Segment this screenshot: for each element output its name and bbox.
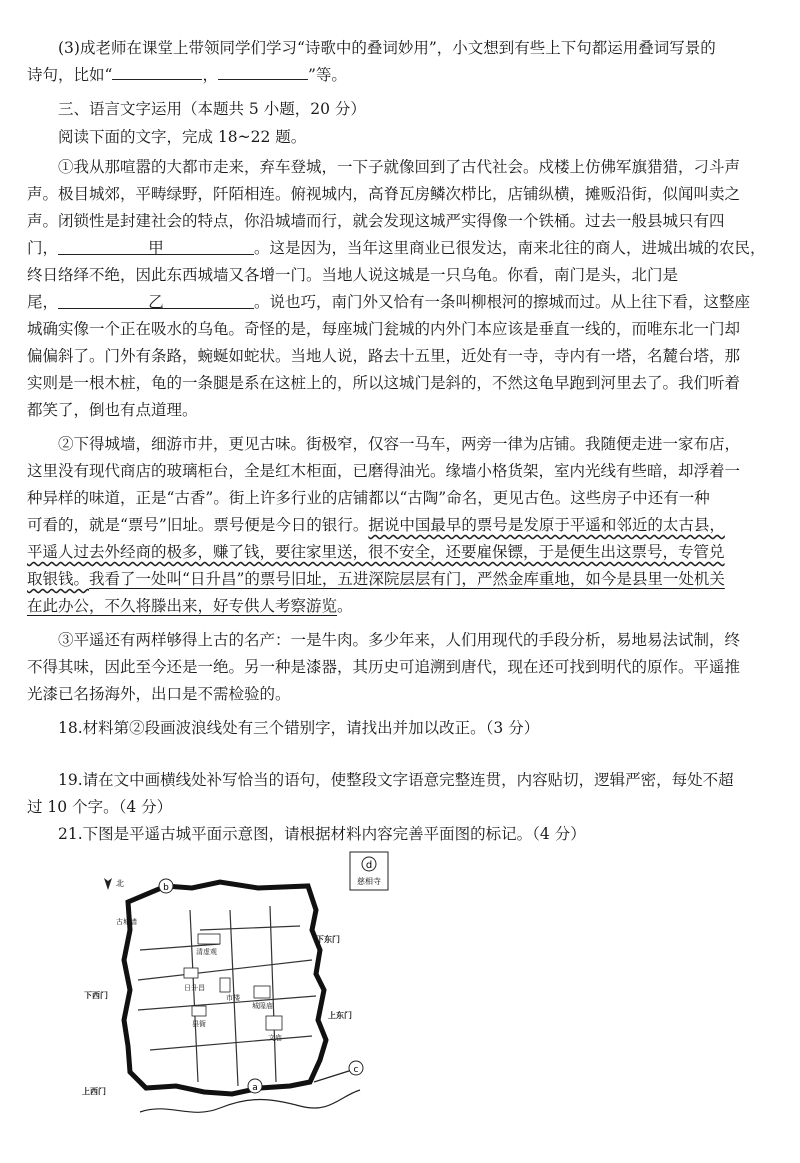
p2-line-4: 可看的，就是“票号”旧址。票号便是今日的银行。据说中国最早的票号是发原于平遥和邻近的太古县， <box>27 516 725 534</box>
question-19-line-2: 过 10 个字。（4 分） <box>27 798 173 816</box>
north-arrow-icon <box>104 878 124 890</box>
qingxu-guan-building <box>198 934 220 944</box>
cixiang-si-label: 慈相寺 <box>357 877 381 886</box>
p1-line-2: 声。极目城郊，平畴绿野，阡陌相连。俯视城内，高脊瓦房鳞次栉比，店铺纵横，摊贩沿街，似闻叫卖之 <box>27 185 741 203</box>
blank-yi[interactable]: 乙 <box>58 292 254 309</box>
q17-line-2: 诗句，比如“ ， ”等。 <box>27 63 777 85</box>
p1-line-6: 尾， 乙 。说也巧，南门外又恰有一条叫柳根河的擦城而过。从上往下看，这整座 <box>27 293 751 311</box>
blank-jia[interactable]: 甲 <box>58 238 254 255</box>
shang-dong-men-label: 上东门 <box>328 1011 352 1020</box>
p2-line-5 <box>27 542 777 562</box>
xia-xi-men-label: 下西门 <box>84 991 108 1000</box>
xian-ya-building <box>192 1006 206 1016</box>
section-title: 三、语言文字运用（本题共 5 小题，20 分） <box>58 100 366 118</box>
p2-line-1: ②下得城墙，细游市井，更见古味。街极窄，仅容一马车，两旁一律为店铺。我随便走进一家布店， <box>58 435 741 453</box>
chenghuang-miao-label: 城隍庙 <box>252 1002 273 1010</box>
reading-instruction: 阅读下面的文字，完成 18~22 题。 <box>58 128 307 146</box>
question-18: 18.材料第②段画波浪线处有三个错别字，请找出并加以改正。（3 分） <box>58 719 540 737</box>
qingxu-guan-label: 清虚观 <box>196 948 217 956</box>
p2-line-7: 在此办公，不久将滕出来，好专供人考察游览。 <box>27 597 353 615</box>
answer-blank-2[interactable] <box>218 63 308 80</box>
p1-line-7: 城确实像一个正在吸水的乌龟。奇怪的是，每座城门瓮城的内外门本应该是垂直一线的，而唯东北一门却 <box>27 320 741 338</box>
p2-line-2: 这里没有现代商店的玻璃柜台，全是红木柜面，已磨得油光。缘墙小格货架，室内光线有些暗，却浮着一 <box>27 462 741 480</box>
p2-line-3: 种异样的味道，正是“古香”。街上许多行业的店铺都以“古陶”命名，更见古色。这些房子中还有一种 <box>27 489 710 507</box>
wavy-underlined-text: 平遥人过去外经商的极多，赚了钱，要往家里送，很不安全，还要雇保镖，于是便生出这票号，专管兑 <box>27 543 725 561</box>
p3-line-3: 光漆已名扬海外，出口是不需检验的。 <box>27 685 291 703</box>
shang-xi-men-label: 上西门 <box>82 1087 106 1096</box>
q17-line-1: (3)成老师在课堂上带领同学们学习“诗歌中的叠词妙用”，小文想到有些上下句都运用叠词写景的 <box>58 39 716 57</box>
gu-cheng-qiang-label: 古城墙 <box>116 918 137 926</box>
p1-line-8: 偏偏斜了。门外有条路，蜿蜒如蛇状。当地人说，路去十五里，近处有一寺，寺内有一塔，名麓台塔，那 <box>27 347 741 365</box>
p1-line-4: 门， 甲 。这是因为，当年这里商业已很发达，南来北往的商人，进城出城的农民， <box>27 239 766 257</box>
wen-miao-building <box>266 1016 282 1030</box>
risheng-chang-building <box>184 968 198 978</box>
pingyao-map <box>80 850 440 1150</box>
answer-blank-1[interactable] <box>112 63 202 80</box>
p2-line-6 <box>27 569 777 589</box>
chenghuang-miao-building <box>254 986 270 998</box>
svg-text:c: c <box>353 1065 359 1075</box>
p1-line-3: 声。闭锁性是封建社会的特点，你沿城墙而行，就会发现这城严实得像一个铁桶。过去一般县城只有四 <box>27 212 725 230</box>
svg-text:北: 北 <box>116 879 124 888</box>
risheng-chang-label: 日升昌 <box>184 984 205 992</box>
p1-line-1: ①我从那喧嚣的大都市走来，弃车登城，一下子就像回到了古代社会。戍楼上仿佛军旗猎猎，刁斗声 <box>58 158 741 176</box>
wavy-underlined-text: 据说中国最早的票号是发原于平遥和邻近的太古县， <box>368 516 725 534</box>
underlined-text: 我看了一处叫“日升昌”的票号旧址，五进深院层层有门，严然金库重地，如今是县里一处机关 <box>89 570 725 588</box>
xia-dong-men-label: 下东门 <box>316 935 340 944</box>
shi-lou-building <box>220 978 230 992</box>
xian-ya-label: 县衙 <box>192 1020 206 1028</box>
question-21: 21.下图是平遥古城平面示意图，请根据材料内容完善平面图的标记。（4 分） <box>58 825 586 843</box>
wavy-underlined-text: 取银钱。 <box>27 570 90 588</box>
shi-lou-label: 市楼 <box>226 994 240 1002</box>
svg-text:a: a <box>252 1083 258 1093</box>
p1-line-9: 实则是一根木桩，龟的一条腿是系在这桩上的，所以这城门是斜的，不然这龟早跑到河里去了。我们听着 <box>27 374 741 392</box>
question-19-line-1: 19.请在文中画横线处补写恰当的语句，使整段文字语意完整连贯，内容贴切，逻辑严密，每处不超 <box>58 771 734 789</box>
wen-miao-label: 文庙 <box>268 1034 282 1042</box>
p3-line-2: 不得其味，因此至今还是一绝。另一种是漆器，其历史可追溯到唐代，现在还可找到明代的原作。平遥推 <box>27 658 741 676</box>
p1-line-10: 都笑了，倒也有点道理。 <box>27 401 198 419</box>
p1-line-5: 终日络绎不绝，因此东西城墙又各增一门。当地人说这城是一只乌龟。你看，南门是头，北门是 <box>27 266 679 284</box>
p3-line-1: ③平遥还有两样够得上古的名产：一是牛肉。多少年来，人们用现代的手段分析，易地易法试制，终 <box>58 631 741 649</box>
label-d: d <box>365 860 373 871</box>
svg-text:b: b <box>163 883 169 893</box>
liugen-river <box>140 1090 360 1112</box>
underlined-text: 在此办公，不久将滕出来，好专供人考察游览 <box>27 597 338 615</box>
cixiang-temple-marker <box>350 852 388 890</box>
